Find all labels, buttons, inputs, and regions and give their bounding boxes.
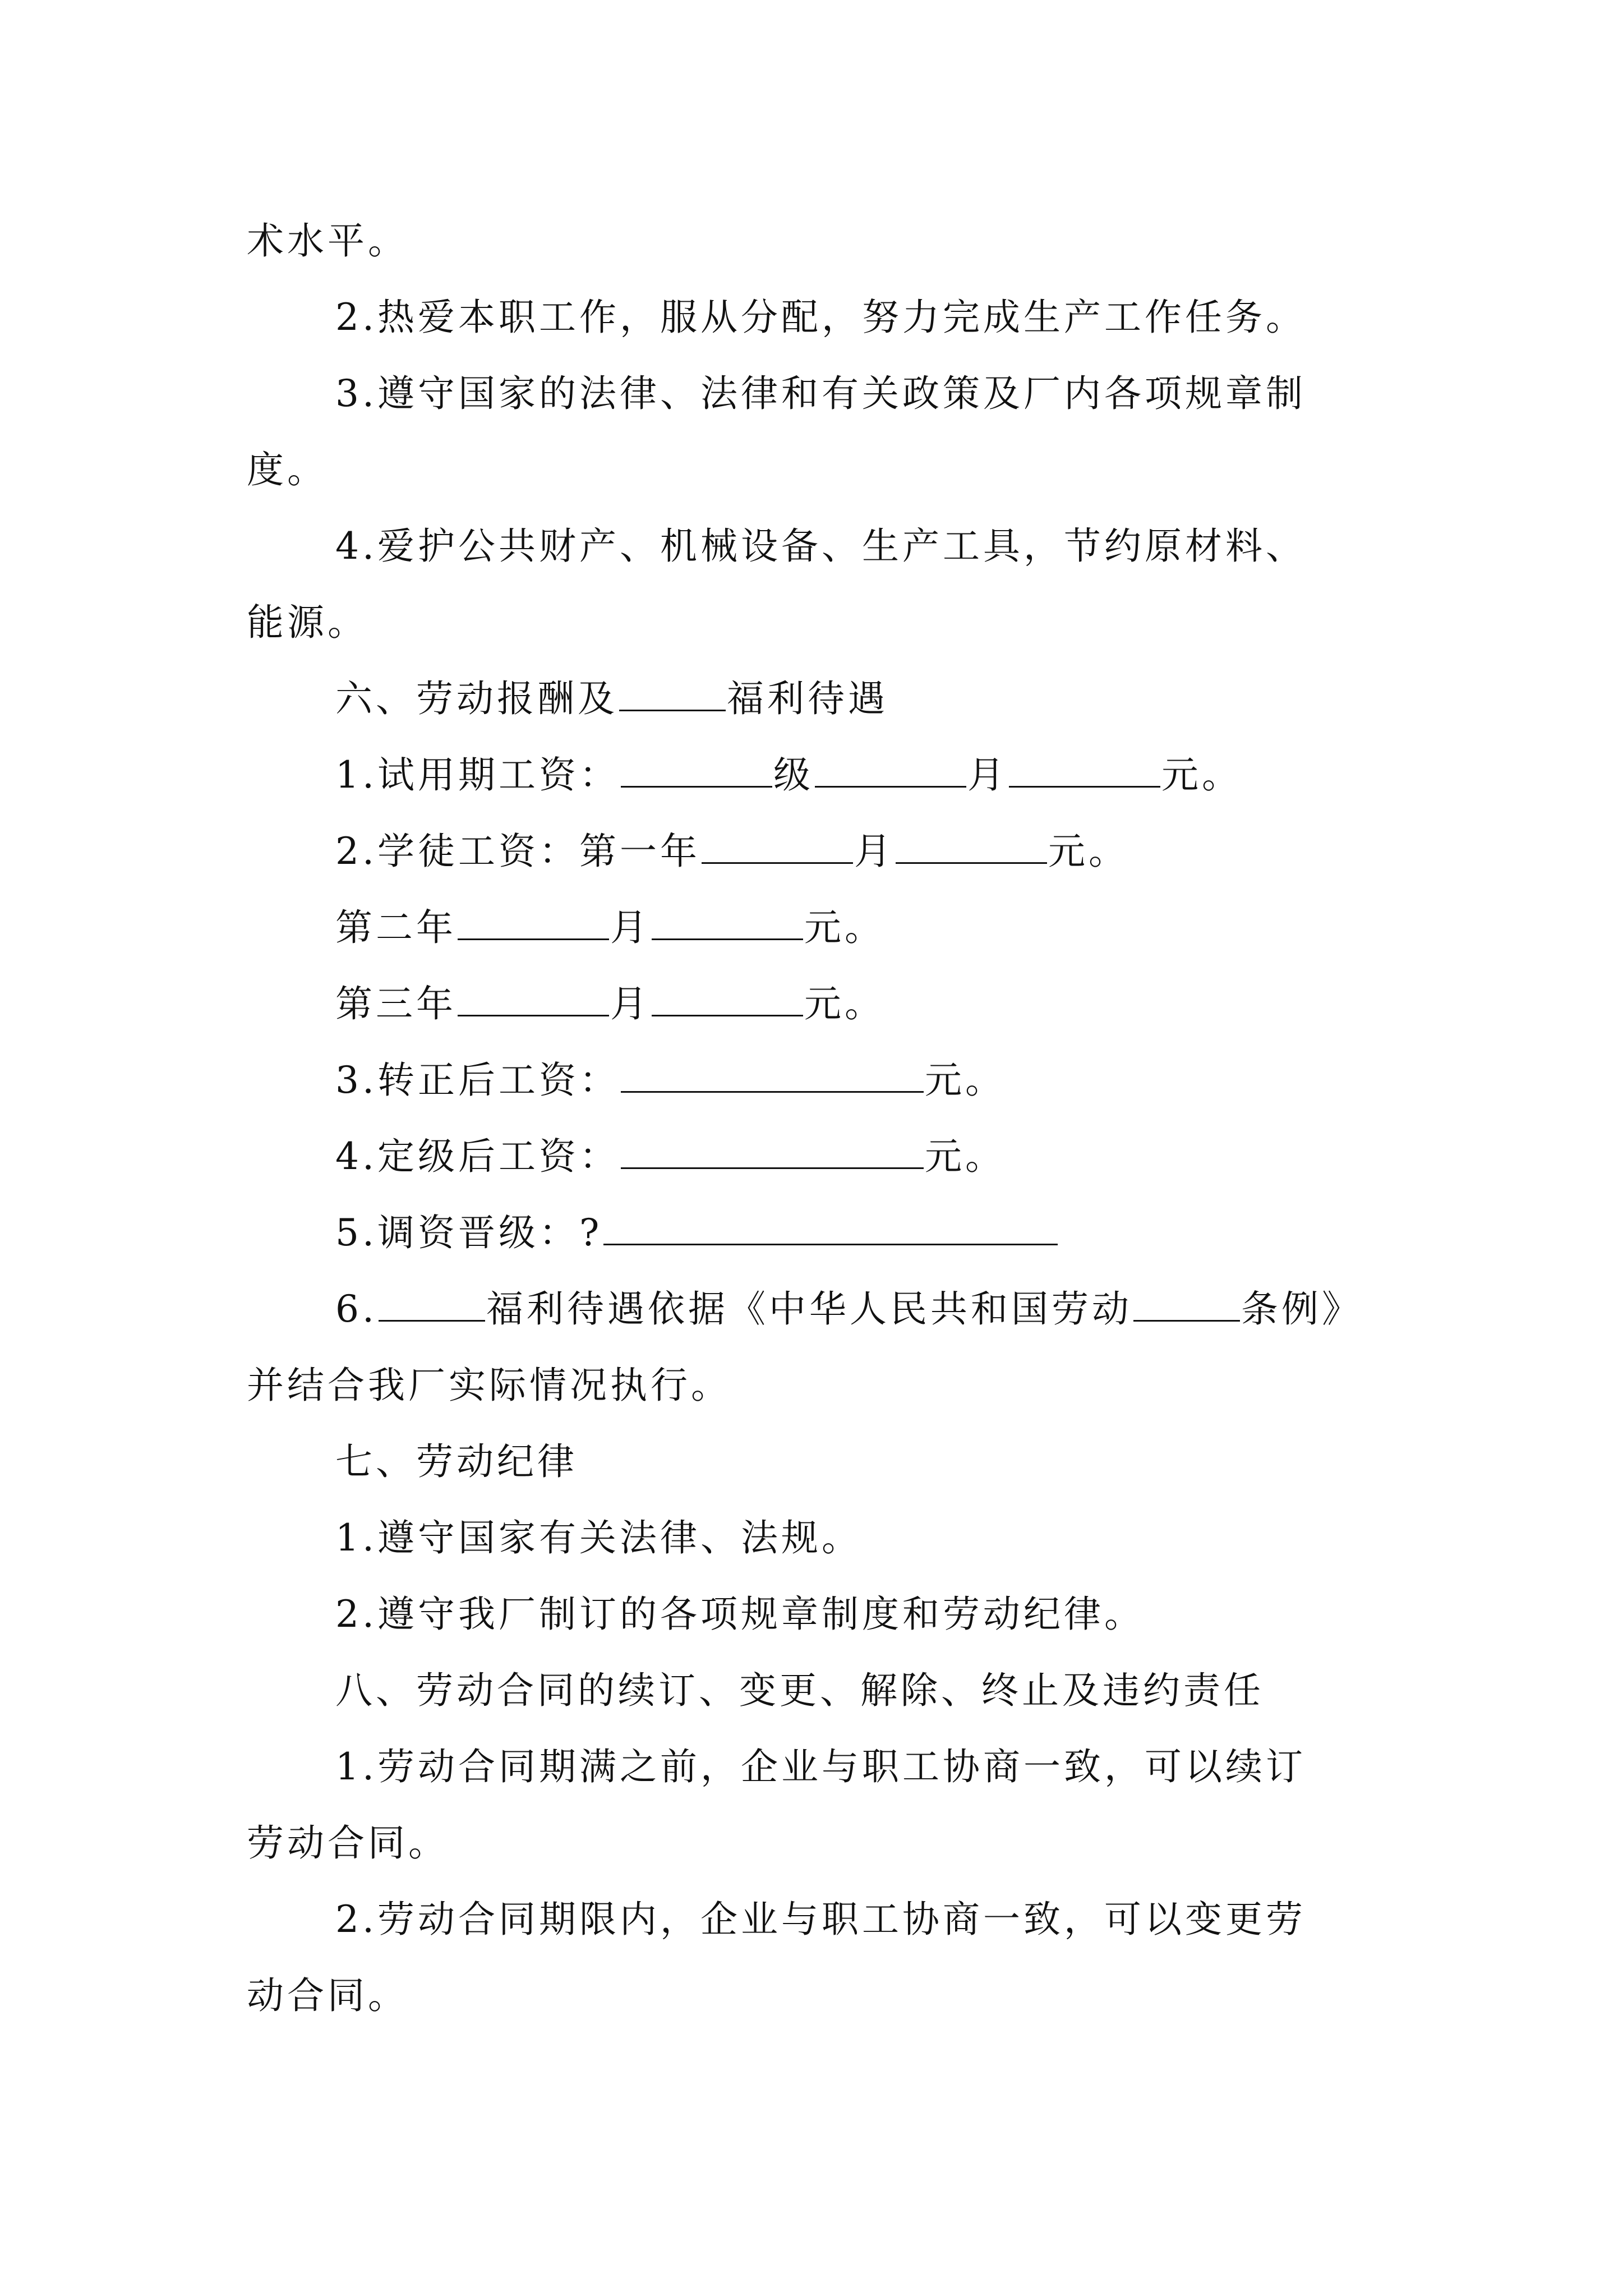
fill-blank[interactable] xyxy=(379,1289,485,1322)
text-line: 1.试用期工资： 级 月 元。 xyxy=(335,753,1242,797)
section-heading: 八、劳动合同的续订、变更、解除、终止及违约责任 xyxy=(335,1669,1264,1712)
fill-blank[interactable] xyxy=(1009,754,1160,788)
fill-blank[interactable] xyxy=(702,831,853,864)
fill-blank[interactable] xyxy=(896,831,1047,864)
text-line: 2.劳动合同期限内，企业与职工协商一致，可以变更劳 xyxy=(335,1898,1306,1941)
text-line: 度。 xyxy=(247,448,328,491)
text-line: 术水平。 xyxy=(247,219,408,263)
text-line: 2.遵守我厂制订的各项规章制度和劳动纪律。 xyxy=(335,1593,1145,1636)
fill-blank[interactable] xyxy=(603,1212,1058,1245)
text-line: 6. 福利待遇依据《中华人民共和国劳动 条例》 xyxy=(335,1287,1362,1331)
text-line: 第三年 月 元。 xyxy=(335,982,885,1025)
text-line: 劳动合同。 xyxy=(247,1821,449,1865)
text-line: 1.劳动合同期满之前，企业与职工协商一致，可以续订 xyxy=(335,1745,1306,1788)
fill-blank[interactable] xyxy=(621,1136,924,1169)
text-line: 4.爱护公共财产、机械设备、生产工具，节约原材料、 xyxy=(335,524,1306,568)
text-line: 并结合我厂实际情况执行。 xyxy=(247,1364,731,1407)
text-line: 能源。 xyxy=(247,601,368,644)
text-line: 3.转正后工资： 元。 xyxy=(335,1059,1006,1102)
text-line: 4.定级后工资： 元。 xyxy=(335,1135,1006,1178)
fill-blank[interactable] xyxy=(1133,1289,1240,1322)
fill-blank[interactable] xyxy=(458,983,609,1016)
text-line: 5.调资晋级：? xyxy=(335,1205,1059,1261)
text-line: 2.学徒工资：第一年 月 元。 xyxy=(335,830,1129,873)
fill-blank[interactable] xyxy=(815,754,966,788)
fill-blank[interactable] xyxy=(652,983,803,1016)
section-heading: 七、劳动纪律 xyxy=(335,1440,578,1483)
section-heading: 六、劳动报酬及 福利待遇 xyxy=(335,677,888,720)
fill-blank[interactable] xyxy=(619,678,726,711)
fill-blank[interactable] xyxy=(621,1060,924,1093)
text-line: 1.遵守国家有关法律、法规。 xyxy=(335,1516,862,1559)
text-line: 动合同。 xyxy=(247,1974,408,2017)
fill-blank[interactable] xyxy=(621,754,772,788)
fill-blank[interactable] xyxy=(458,907,609,940)
text-line: 第二年 月 元。 xyxy=(335,906,885,949)
fill-blank[interactable] xyxy=(652,907,803,940)
text-line: 3.遵守国家的法律、法律和有关政策及厂内各项规章制 xyxy=(335,372,1306,415)
text-line: 2.热爱本职工作，服从分配，努力完成生产工作任务。 xyxy=(335,296,1306,339)
